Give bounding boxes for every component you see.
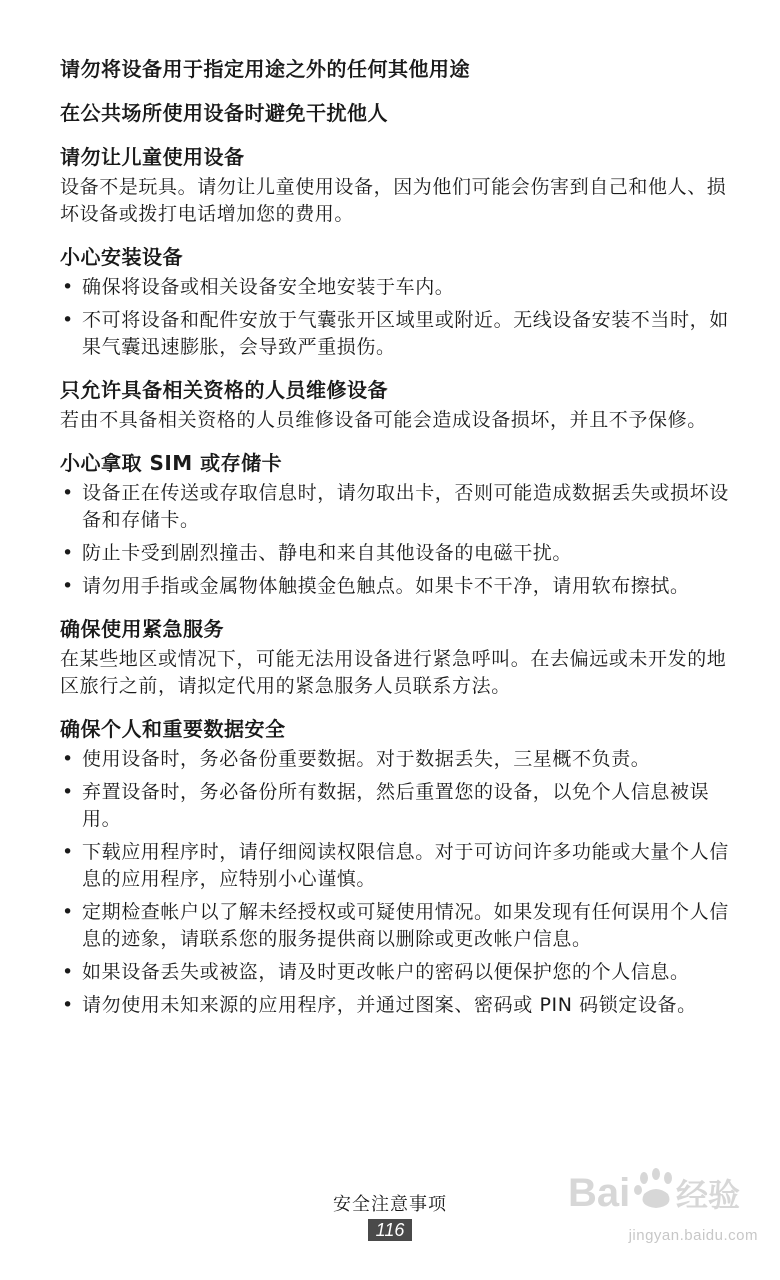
list-item-text: 请勿使用未知来源的应用程序，并通过图案、密码或 PIN 码锁定设备。 <box>82 994 697 1016</box>
baidu-watermark <box>568 1160 758 1250</box>
svg-text:Bai: Bai <box>568 1171 631 1215</box>
list-item <box>60 573 730 600</box>
list-item-text: 如果设备丢失或被盗，请及时更改帐户的密码以便保护您的个人信息。 <box>82 961 690 983</box>
bullet-icon: • <box>62 309 74 331</box>
section-title: 确保个人和重要数据安全 <box>60 717 286 741</box>
lead-heading-1: 请勿将设备用于指定用途之外的任何其他用途 <box>60 57 470 81</box>
list-item <box>60 992 730 1019</box>
section-paragraph: 若由不具备相关资格的人员维修设备可能会造成设备损坏，并且不予保修。 <box>60 409 707 431</box>
list-item <box>60 480 730 534</box>
section-qualified-repair <box>60 375 730 434</box>
bullet-icon: • <box>62 276 74 298</box>
bullet-icon: • <box>62 542 74 564</box>
bullet-icon: • <box>62 994 74 1016</box>
section-emergency-services <box>60 614 730 700</box>
document-body <box>60 54 730 1025</box>
list-item-text: 不可将设备和配件安放于气囊张开区域里或附近。无线设备安装不当时，如果气囊迅速膨胀，会导致严重损伤。 <box>82 309 729 358</box>
list-item-text: 弃置设备时，务必备份所有数据，然后重置您的设备，以免个人信息被误用。 <box>82 781 710 830</box>
section-title: 只允许具备相关资格的人员维修设备 <box>60 378 388 402</box>
list-item <box>60 839 730 893</box>
section-child-safety <box>60 142 730 228</box>
list-item <box>60 779 730 833</box>
section-title: 小心拿取 SIM 或存储卡 <box>60 451 283 475</box>
list-item-text: 使用设备时，务必备份重要数据。对于数据丢失，三星概不负责。 <box>82 748 651 770</box>
bullet-list <box>60 274 730 361</box>
list-item <box>60 307 730 361</box>
footer-chapter-label: 安全注意事项 <box>333 1194 447 1215</box>
section-title: 请勿让儿童使用设备 <box>60 145 245 169</box>
bullet-icon: • <box>62 781 74 803</box>
list-item-text: 设备正在传送或存取信息时，请勿取出卡，否则可能造成数据丢失或损坏设备和存储卡。 <box>82 482 729 531</box>
section-data-security <box>60 714 730 1019</box>
list-item <box>60 274 730 301</box>
list-item <box>60 746 730 773</box>
list-item <box>60 540 730 567</box>
list-item <box>60 959 730 986</box>
section-install-device <box>60 242 730 361</box>
page-number: 116 <box>368 1219 413 1241</box>
lead-heading-2: 在公共场所使用设备时避免干扰他人 <box>60 101 388 125</box>
bullet-icon: • <box>62 748 74 770</box>
section-sim-card <box>60 448 730 600</box>
list-item-text: 下载应用程序时，请仔细阅读权限信息。对于可访问许多功能或大量个人信息的应用程序，应特别小心谨慎。 <box>82 841 729 890</box>
bullet-icon: • <box>62 575 74 597</box>
section-title: 小心安装设备 <box>60 245 183 269</box>
list-item <box>60 899 730 953</box>
bullet-icon: • <box>62 482 74 504</box>
baidu-paw-logo-icon <box>568 1160 758 1226</box>
bullet-list <box>60 746 730 1019</box>
section-paragraph: 在某些地区或情况下，可能无法用设备进行紧急呼叫。在去偏远或未开发的地区旅行之前，请拟定代用的紧急服务人员联系方法。 <box>60 648 727 697</box>
bullet-list <box>60 480 730 600</box>
section-paragraph: 设备不是玩具。请勿让儿童使用设备，因为他们可能会伤害到自己和他人、损坏设备或拨打电话增加您的费用。 <box>60 176 727 225</box>
list-item-text: 防止卡受到剧烈撞击、静电和来自其他设备的电磁干扰。 <box>82 542 573 564</box>
list-item-text: 确保将设备或相关设备安全地安装于车内。 <box>82 276 455 298</box>
watermark-url: jingyan.baidu.com <box>628 1227 758 1244</box>
bullet-icon: • <box>62 841 74 863</box>
list-item-text: 请勿用手指或金属物体触摸金色触点。如果卡不干净，请用软布擦拭。 <box>82 575 690 597</box>
bullet-icon: • <box>62 961 74 983</box>
list-item-text: 定期检查帐户以了解未经授权或可疑使用情况。如果发现有任何误用个人信息的迹象，请联系您的服务提供商以删除或更改帐户信息。 <box>82 901 729 950</box>
svg-text:经验: 经验 <box>676 1176 741 1214</box>
section-title: 确保使用紧急服务 <box>60 617 224 641</box>
bullet-icon: • <box>62 901 74 923</box>
